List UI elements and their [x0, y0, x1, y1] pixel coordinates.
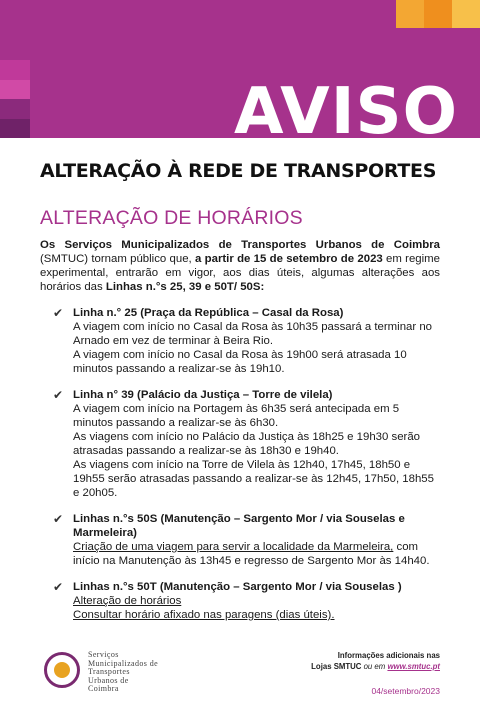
item-line: A viagem com início na Portagem às 6h35 será antecipada em 5 minutos passando a realizar-se às 6h30. — [73, 403, 400, 429]
item-title: Linha n° 39 (Palácio da Justiça – Torre de vilela) — [73, 389, 333, 401]
info-text — [311, 650, 440, 672]
item-line-text — [73, 540, 441, 568]
intro-text: (SMTUC) tornam público que, — [40, 253, 196, 265]
intro-bold-date: a partir de 15 de setembro de 2023 — [195, 253, 383, 265]
org-line: Coimbra — [88, 684, 119, 694]
decorative-color-blocks — [396, 0, 480, 28]
stripe — [0, 99, 30, 119]
footer — [0, 640, 480, 707]
stripe — [0, 80, 30, 100]
page-headline: ALTERAÇÃO À REDE DE TRANSPORTES — [40, 160, 437, 182]
item-title: Linhas n.°s 50S (Manutenção – Sargento Mor / via Souselas e Marmeleira) — [73, 513, 405, 539]
org-line: Urbanos de — [88, 675, 129, 685]
checkmark-icon: ✔ — [53, 580, 64, 594]
info-lojas: Lojas SMTUC — [311, 662, 362, 671]
item-line: As viagens com início no Palácio da Justiça às 18h25 e 19h30 serão atrasadas passando a realizar-se às 18h30 e 19h40. — [73, 431, 420, 457]
info-label: Informações adicionais nas — [337, 651, 440, 660]
checkmark-icon: ✔ — [53, 306, 64, 320]
intro-paragraph — [40, 238, 440, 294]
banner-title: AVISO — [233, 75, 458, 138]
item-title: Linha n.° 25 (Praça da República – Casal da Rosa) — [73, 307, 344, 319]
item-line: A viagem com início no Casal da Rosa às 10h35 passará a terminar no Arnado em vez de terminar à Beira Rio. — [73, 321, 432, 347]
item-line: As viagens com início na Torre de Vilela às 12h40, 17h45, 18h50 e 19h55 serão atrasadas passando a realizar-se às 12h45, 17h50, 18h55 e 20h05. — [73, 459, 434, 499]
info-or: ou em — [361, 662, 388, 671]
info-line — [311, 661, 440, 672]
underlined-text: Criação de uma viagem para servir a localidade da Marmeleira, — [73, 541, 394, 553]
website-link[interactable]: www.smtuc.pt — [387, 662, 440, 671]
coimbra-seal-icon — [44, 652, 80, 688]
stripe — [0, 119, 30, 139]
color-block — [452, 0, 480, 28]
notice-date: 04/setembro/2023 — [371, 686, 440, 696]
list-item-line-50t — [53, 580, 441, 622]
stripe — [0, 60, 30, 80]
org-line: Transportes — [88, 667, 130, 677]
color-block — [424, 0, 452, 28]
section-subtitle: ALTERAÇÃO DE HORÁRIOS — [40, 207, 303, 229]
color-block — [396, 0, 424, 28]
org-line: Serviços — [88, 650, 119, 659]
route-changes-list — [53, 306, 441, 634]
item-title: Linhas n.°s 50T (Manutenção – Sargento Mor / via Souselas ) — [73, 581, 402, 593]
intro-text: em regime experimental, entrarão em vigor, aos dias úteis, algumas alterações aos horários das — [40, 253, 440, 293]
aviso-banner — [0, 0, 480, 138]
list-item-line-25 — [53, 306, 441, 376]
list-item-line-50s — [53, 512, 441, 568]
org-line: Municipalizados de — [88, 658, 159, 668]
list-item-line-39 — [53, 388, 441, 500]
info-line — [311, 650, 440, 661]
checkmark-icon: ✔ — [53, 512, 64, 526]
decorative-stripes — [0, 60, 30, 138]
item-line: A viagem com início no Casal da Rosa às 19h00 será atrasada 10 minutos passando a realizar-se às 19h10. — [73, 349, 407, 375]
underlined-text: Alteração de horários — [73, 595, 182, 607]
intro-bold-lines: Linhas n.°s 25, 39 e 50T/ 50S: — [105, 281, 265, 293]
intro-bold-lead: Os Serviços Municipalizados de Transportes Urbanos de Coimbra — [40, 239, 440, 251]
checkmark-icon: ✔ — [53, 388, 64, 402]
underlined-text: Consultar horário afixado nas paragens (dias úteis). — [73, 609, 335, 621]
org-logo-text — [88, 651, 158, 694]
item-line: com início na Manutenção às 13h45 e regresso de Sargento Mor às 14h40. — [73, 541, 430, 567]
